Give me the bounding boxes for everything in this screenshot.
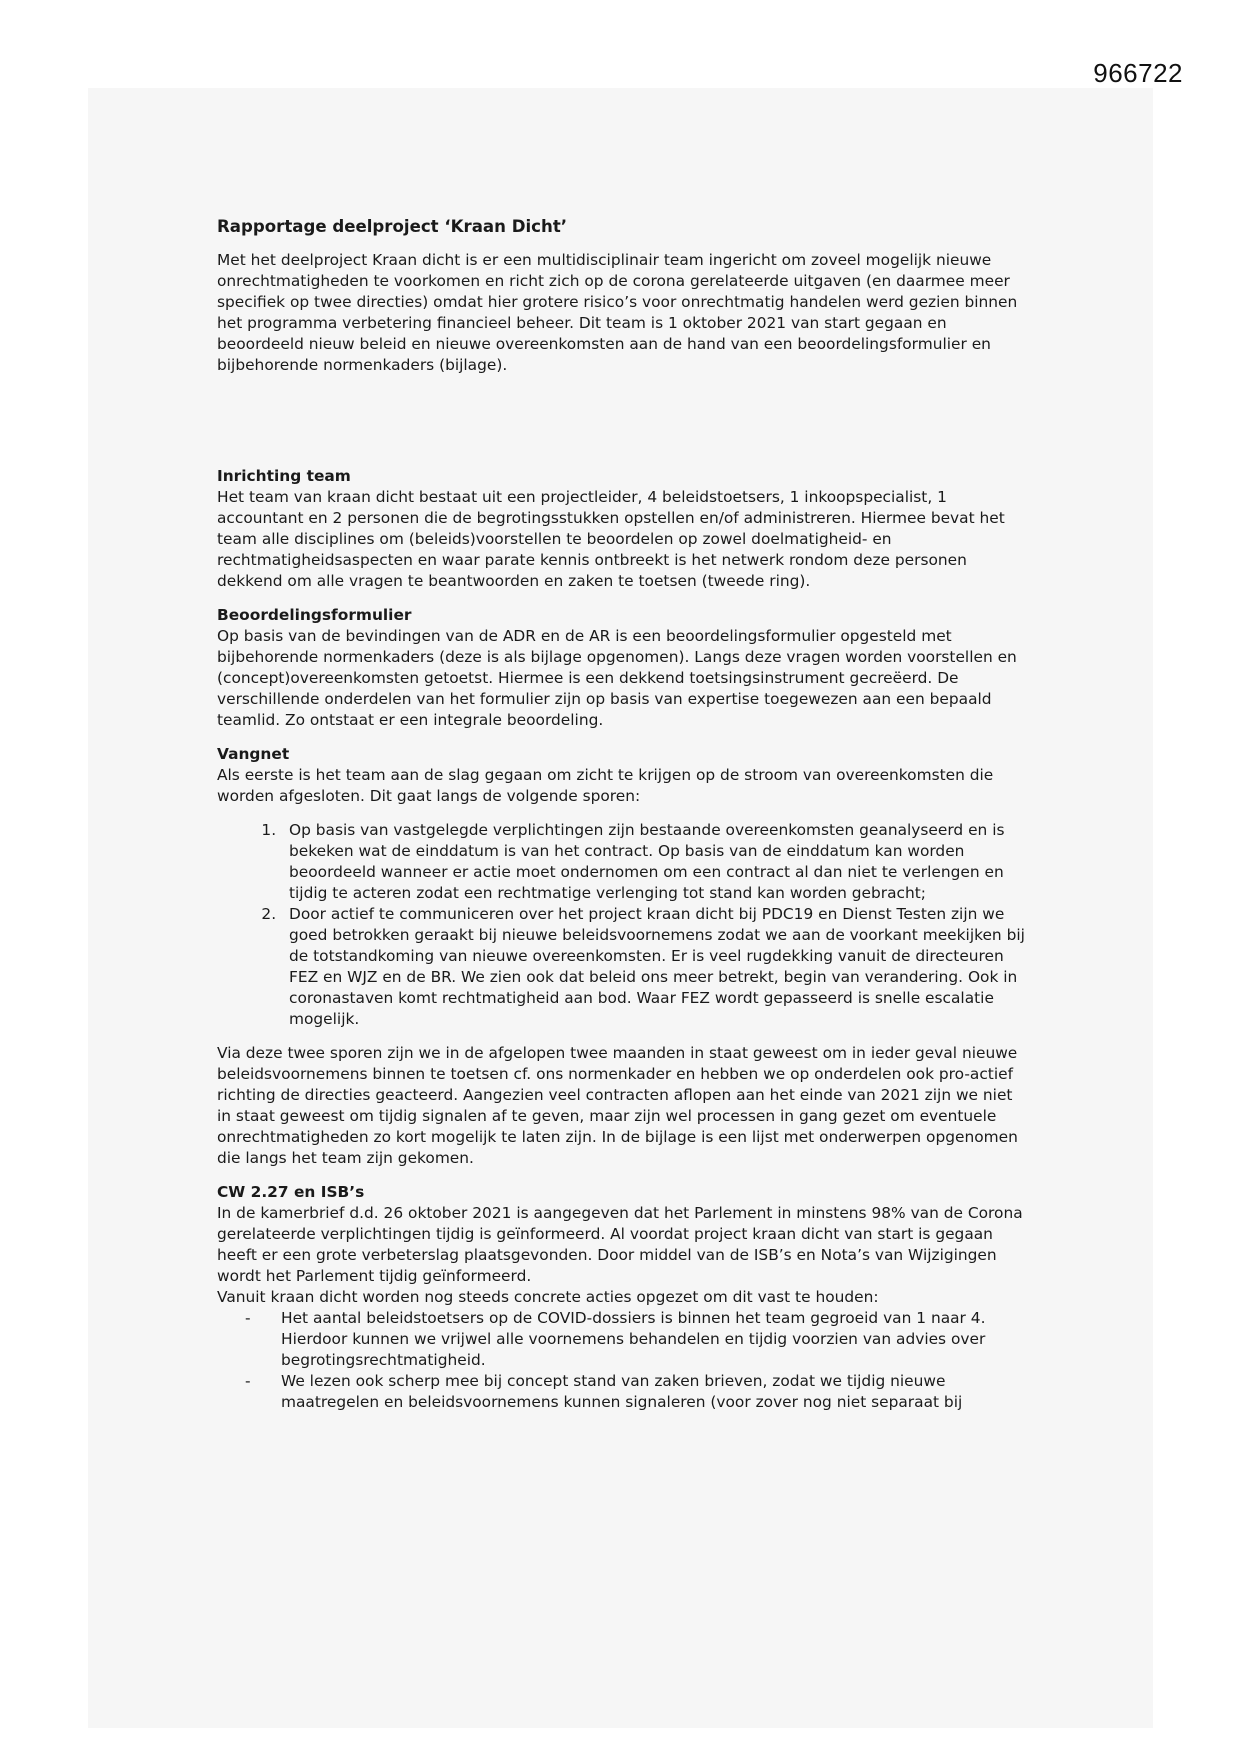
numbered-list [217, 820, 1027, 1030]
section-vangnet [217, 744, 1027, 1169]
section-text: Het team van kraan dicht bestaat uit een projectleider, 4 beleidstoetsers, 1 inkoopspecialist, 1 accountant en 2 personen die de begrotingsstukken opstellen en/of administreren. Hiermee bevat het team alle disciplines om (beleids)voorstellen te beoordelen op zowel doelmatigheid- en rechtmatigheidsaspecten en waar parate kennis ontbreekt is het netwerk rondom deze personen dekkend om alle vragen te beantwoorden en zaken te toetsen (tweede ring). [217, 488, 1005, 590]
section-text: Op basis van de bevindingen van de ADR en de AR is een beoordelingsformulier opgesteld met bijbehorende normenkaders (deze is als bijlage opgenomen). Langs deze vragen worden voorstellen en (concept)overeenkomsten getoetst. Hiermee is een dekkend toetsingsinstrument gecreëerd. De verschillende onderdelen van het formulier zijn op basis van expertise toegewezen aan een bepaald teamlid. Zo ontstaat er een integrale beoordeling. [217, 627, 1017, 729]
intro-paragraph: Met het deelproject Kraan dicht is er een multidisciplinair team ingericht om zoveel mogelijk nieuwe onrechtmatigheden te voorkomen en richt zich op de corona gerelateerde uitgaven (en daarmee meer specifiek op twee directies) omdat hier grotere risico’s voor onrechtmatig handelen werd gezien binnen het programma verbetering financieel beheer. Dit team is 1 oktober 2021 van start gegaan en beoordeeld nieuw beleid en nieuwe overeenkomsten aan de hand van een beoordelingsformulier en bijbehorende normenkaders (bijlage). [217, 251, 1018, 374]
document-title: Rapportage deelproject ‘Kraan Dicht’ [217, 217, 568, 236]
section-heading: CW 2.27 en ISB’s [217, 1183, 365, 1201]
list-item: - Het aantal beleidstoetsers op de COVID-dossiers is binnen het team gegroeid van 1 naar 4. Hierdoor kunnen we vrijwel alle voornemens behandelen en tijdig voorzien van advies over begrotingsrechtmatigheid. [281, 1308, 1027, 1371]
document-body [217, 216, 1027, 1426]
document-id: 966722 [1093, 58, 1183, 88]
section-lead-text: Vanuit kraan dicht worden nog steeds concrete acties opgezet om dit vast te houden: [217, 1288, 879, 1306]
section-heading: Vangnet [217, 745, 290, 763]
section-text: Als eerste is het team aan de slag gegaan om zicht te krijgen op de stroom van overeenkomsten die worden afgesloten. Dit gaat langs de volgende sporen: [217, 766, 994, 805]
section-inrichting-team [217, 466, 1027, 592]
list-item: - We lezen ook scherp mee bij concept stand van zaken brieven, zodat we tijdig nieuwe maatregelen en beleidsvoornemens kunnen signaleren (voor zover nog niet separaat bij [281, 1371, 1027, 1413]
section-beoordelingsformulier [217, 605, 1027, 731]
section-cw-isb [217, 1182, 1027, 1413]
section-closing-text: Via deze twee sporen zijn we in de afgelopen twee maanden in staat geweest om in ieder geval nieuwe beleidsvoornemens binnen te toetsen cf. ons normenkader en hebben we op onderdelen ook pro-actief richting de directies geacteerd. Aangezien veel contracten aflopen aan het einde van 2021 zijn we niet in staat geweest om tijdig signalen af te geven, maar zijn wel processen in gang gezet om eventuele onrechtmatigheden zo kort mogelijk te laten zijn. In de bijlage is een lijst met onderwerpen opgenomen die langs het team zijn gekomen. [217, 1044, 1018, 1167]
section-heading: Beoordelingsformulier [217, 606, 412, 624]
list-item: 2. Door actief te communiceren over het project kraan dicht bij PDC19 en Dienst Testen zijn we goed betrokken geraakt bij nieuwe beleidsvoornemens zodat we aan de voorkant meekijken bij de totstandkoming van nieuwe overeenkomsten. Er is veel rugdekking vanuit de directeuren FEZ en WJZ en de BR. We zien ook dat beleid ons meer betrekt, begin van verandering. Ook in coronastaven komt rechtmatigheid aan bod. Waar FEZ wordt gepasseerd is snelle escalatie mogelijk. [281, 904, 1027, 1030]
section-heading: Inrichting team [217, 467, 351, 485]
dash-list [217, 1308, 1027, 1413]
list-item: 1. Op basis van vastgelegde verplichtingen zijn bestaande overeenkomsten geanalyseerd en is bekeken wat de einddatum is van het contract. Op basis van de einddatum kan worden beoordeeld wanneer er actie moet ondernomen om een contract al dan niet te verlengen en tijdig te acteren zodat een rechtmatige verlenging tot stand kan worden gebracht; [281, 820, 1027, 904]
section-text: In de kamerbrief d.d. 26 oktober 2021 is aangegeven dat het Parlement in minstens 98% van de Corona gerelateerde verplichtingen tijdig is geïnformeerd. Al voordat project kraan dicht van start is gegaan heeft er een grote verbeterslag plaatsgevonden. Door middel van de ISB’s en Nota’s van Wijzigingen wordt het Parlement tijdig geïnformeerd. [217, 1204, 1023, 1285]
